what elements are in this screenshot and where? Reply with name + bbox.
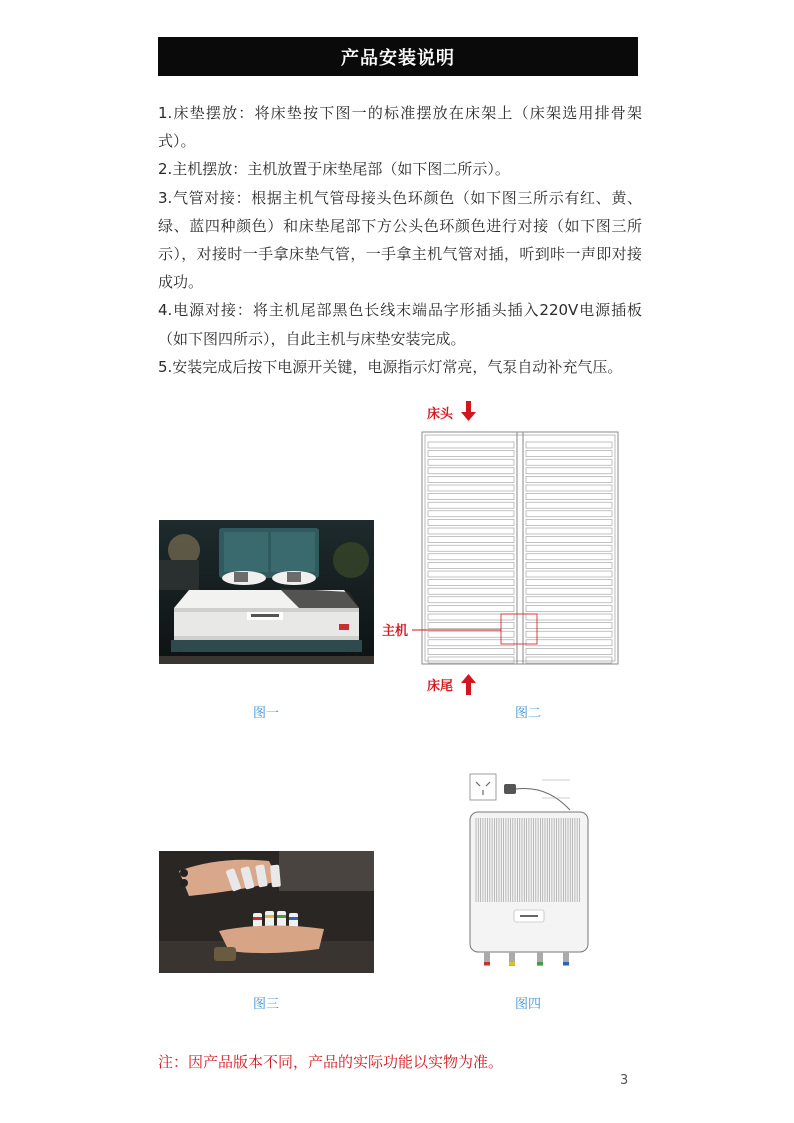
bed-slat [526, 494, 612, 500]
step-1: 1.床垫摆放：将床垫按下图一的标准摆放在床架上（床架选用排骨架式）。 [158, 104, 642, 151]
bed-slat [428, 588, 514, 594]
bed-slat [526, 511, 612, 517]
disclaimer-note: 注：因产品版本不同，产品的实际功能以实物为准。 [158, 1053, 504, 1071]
bed-slat [428, 485, 514, 491]
bed-slat [526, 528, 612, 534]
figure-2-caption: 图二 [514, 706, 541, 721]
arrow-down-icon [461, 401, 476, 421]
bed-slat [526, 502, 612, 508]
bed-slat [428, 511, 514, 517]
bed-slat [526, 580, 612, 586]
bed-slat [428, 537, 514, 543]
bed-slat [526, 605, 612, 611]
bed-slat [428, 580, 514, 586]
bed-slat [428, 494, 514, 500]
bed-slat [428, 519, 514, 525]
bed-frame-slats [422, 432, 618, 664]
bed-slat [428, 502, 514, 508]
bed-slat [526, 537, 612, 543]
bed-slat [526, 597, 612, 603]
bed-slat [428, 605, 514, 611]
bed-slat [428, 528, 514, 534]
step-3: 3.气管对接：根据主机气管母接头色环颜色（如下图三所示有红、黄、绿、蓝四种颜色）和床垫尾部下方公头色环颜色进行对接（如下图三所示），对接时一手拿床垫气管，一手拿主机气管对插，听到咔一声即对接成功。 [158, 188, 642, 292]
bed-slat [428, 554, 514, 560]
step-5: 5.安装完成后按下电源开关键，电源指示灯常亮，气泵自动补充气压。 [158, 357, 623, 376]
bed-slat [428, 476, 514, 482]
bed-slat [526, 442, 612, 448]
bed-slat [526, 468, 612, 474]
bed-slat [526, 554, 612, 560]
figure-4-caption: 图四 [514, 997, 541, 1012]
figure-3-air-tube-photo [159, 851, 374, 973]
bed-slat [428, 545, 514, 551]
bed-slat [428, 657, 514, 663]
bed-slat [526, 588, 612, 594]
bed-slat [428, 597, 514, 603]
socket-icon [470, 774, 496, 800]
bed-slat [526, 451, 612, 457]
figure-4-host-diagram [462, 770, 592, 980]
page-number: 3 [620, 1073, 629, 1088]
bed-slat [526, 657, 612, 663]
bed-slat [428, 571, 514, 577]
bed-slat [526, 631, 612, 637]
figure-1-caption: 图一 [252, 706, 279, 721]
figure-2-bed-frame-diagram [380, 398, 630, 698]
step-4: 4.电源对接：将主机尾部黑色长线末端品字形插头插入220V电源插板（如下图四所示），自此主机与床垫安装完成。 [158, 301, 642, 348]
bed-slat [526, 640, 612, 646]
figure-1-mattress-photo [159, 520, 374, 664]
bed-slat [526, 571, 612, 577]
page-title: 产品安装说明 [158, 37, 638, 76]
installation-steps [158, 99, 642, 381]
bed-slat [428, 648, 514, 654]
host-label: 主机 [382, 624, 409, 639]
figure-3-caption: 图三 [252, 997, 279, 1012]
head-label: 床头 [427, 407, 454, 422]
bed-slat [526, 614, 612, 620]
bed-slat [428, 562, 514, 568]
bed-slat [526, 459, 612, 465]
arrow-up-icon [461, 674, 476, 695]
bed-slat [428, 459, 514, 465]
bed-slat [526, 648, 612, 654]
bed-slat [526, 562, 612, 568]
bed-slat [526, 519, 612, 525]
bed-slat [526, 476, 612, 482]
step-2: 2.主机摆放：主机放置于床垫尾部（如下图二所示）。 [158, 160, 510, 179]
bed-slat [526, 623, 612, 629]
host-box [501, 614, 537, 644]
bed-slat [526, 545, 612, 551]
bed-slat [428, 468, 514, 474]
bed-slat [526, 485, 612, 491]
tail-label: 床尾 [427, 679, 454, 694]
bed-slat [428, 442, 514, 448]
bed-slat [428, 451, 514, 457]
